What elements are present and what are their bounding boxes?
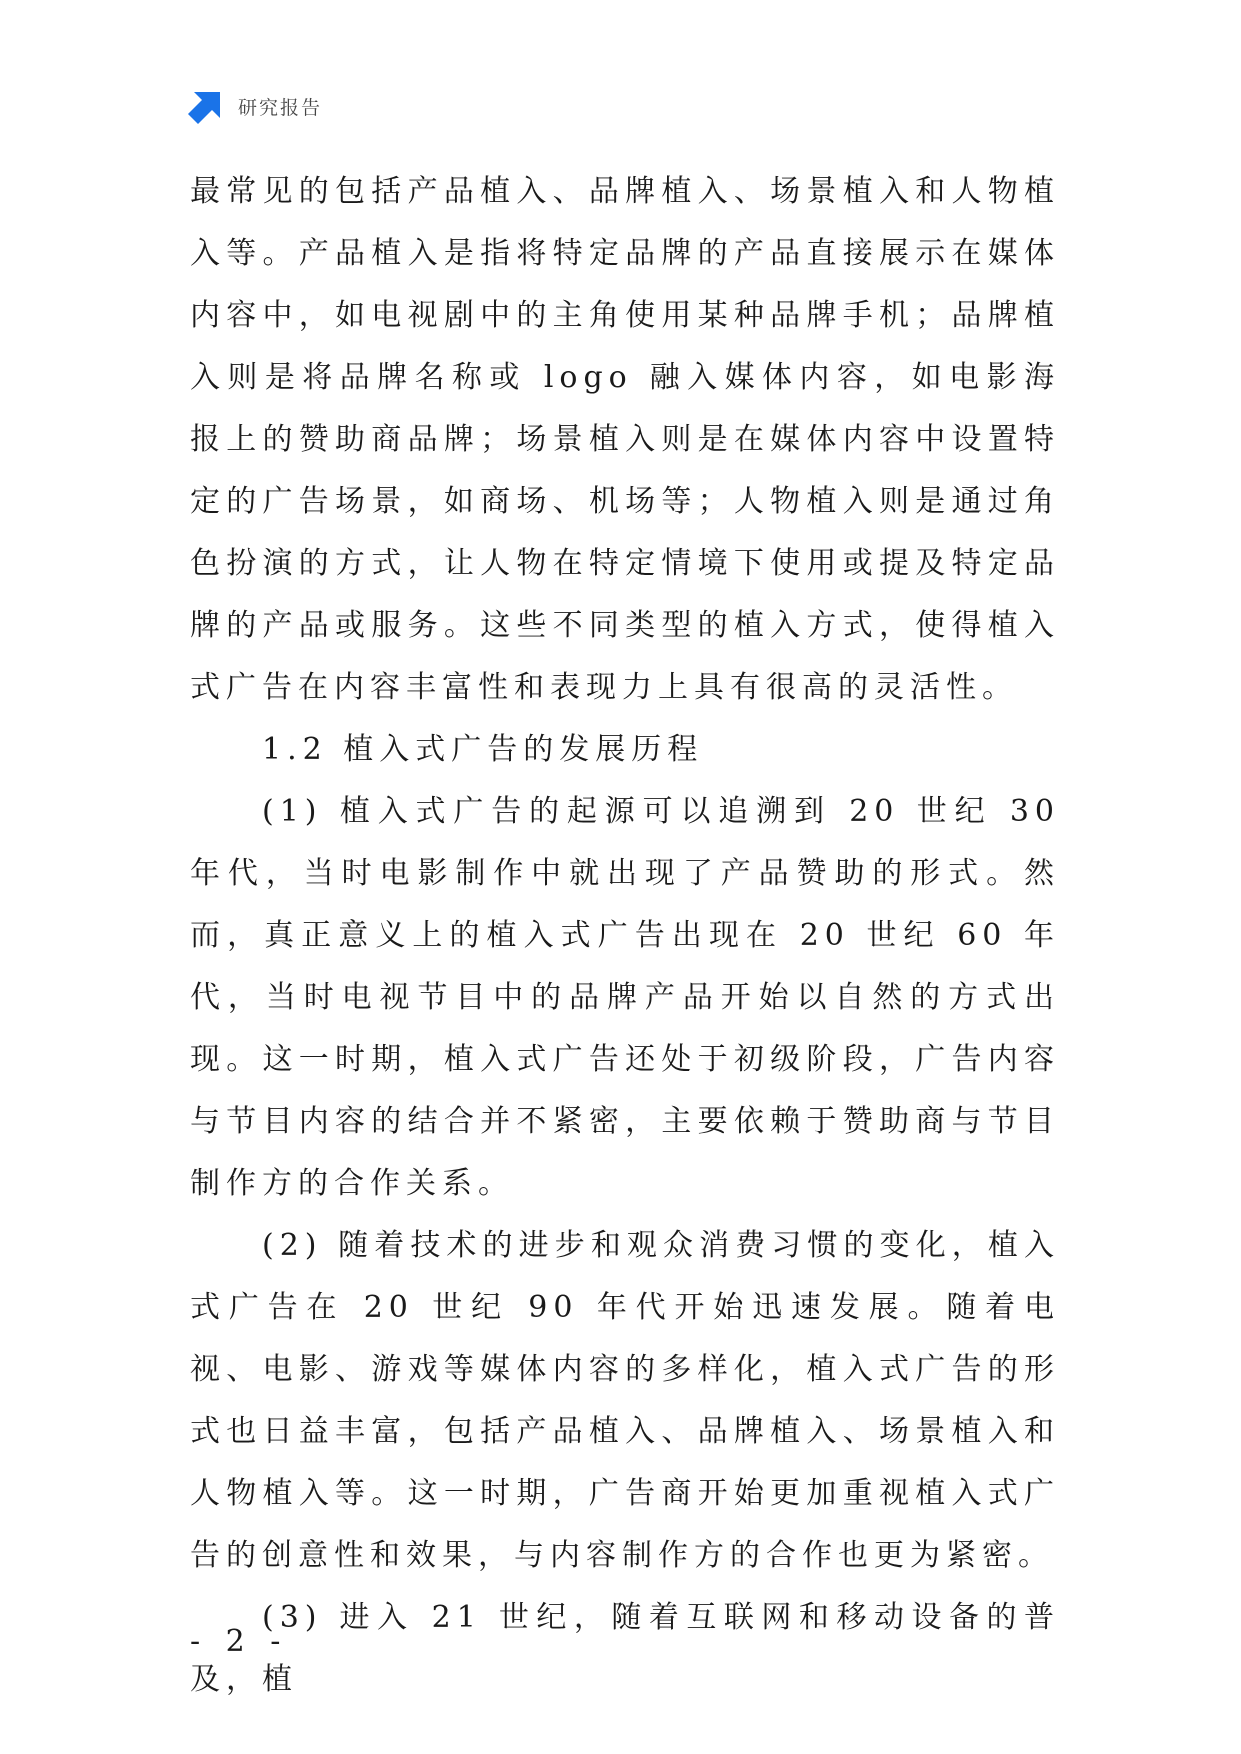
- page-header: [188, 88, 322, 124]
- arrow-up-right-icon: [188, 88, 224, 124]
- section-paragraph-1: (1) 植入式广告的起源可以追溯到 20 世纪 30 年代，当时电影制作中就出现了产品赞助的形式。然而，真正意义上的植入式广告出现在 20 世纪 60 年代，当时电视节目中的品牌产品开始以自然的方式出现。这一时期，植入式广告还处于初级阶段，广告内容与节目内容的结合并不紧密，主要依赖于赞助商与节目制作方的合作关系。: [190, 794, 1060, 1201]
- section-heading: 1.2 植入式广告的发展历程: [262, 732, 704, 767]
- header-title: 研究报告: [238, 96, 323, 119]
- section-paragraph-2: (2) 随着技术的进步和观众消费习惯的变化，植入式广告在 20 世纪 90 年代开始迅速发展。随着电视、电影、游戏等媒体内容的多样化，植入式广告的形式也日益丰富，包括产品植入、品牌植入、场景植入和人物植入等。这一时期，广告商开始更加重视植入式广告的创意性和效果，与内容制作方的合作也更为紧密。: [190, 1228, 1060, 1573]
- section-paragraph-3: (3) 进入 21 世纪，随着互联网和移动设备的普及，植: [190, 1600, 1060, 1697]
- page-number: - 2 -: [190, 1624, 289, 1659]
- body-paragraph: 最常见的包括产品植入、品牌植入、场景植入和人物植入等。产品植入是指将特定品牌的产品直接展示在媒体内容中，如电视剧中的主角使用某种品牌手机；品牌植入则是将品牌名称或 logo 融入媒体内容，如电影海报上的赞助商品牌；场景植入则是在媒体内容中设置特定的广告场景，如商场、机场等；人物植入则是通过角色扮演的方式，让人物在特定情境下使用或提及特定品牌的产品或服务。这些不同类型的植入方式，使得植入式广告在内容丰富性和表现力上具有很高的灵活性。: [190, 174, 1060, 705]
- document-body: [190, 161, 1060, 1711]
